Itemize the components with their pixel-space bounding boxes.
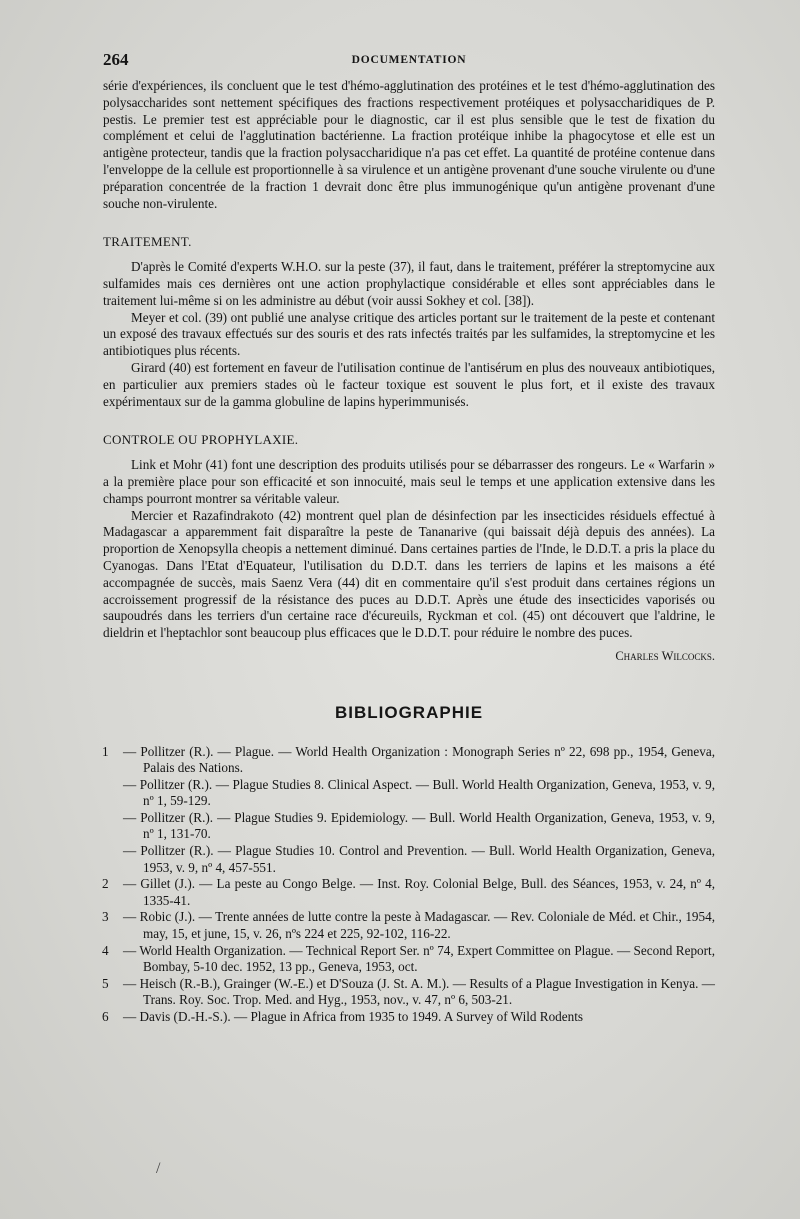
page-number: 264 [103,50,129,69]
author-signature: Charles Wilcocks. [615,648,715,663]
bibliography-entry-text: — Heisch (R.-B.), Grainger (W.-E.) et D'Souza (J. St. A. M.). — Results of a Plague Investigation in Kenya. — Trans. Roy. Soc. Trop. Med. and Hyg., 1953, nov., v. 47, nº 6, 503-21. [123,975,715,1008]
bibliography-entry-number: 3 [102,909,109,925]
traitement-paragraph-3: Girard (40) est fortement en faveur de l'utilisation continue de l'antisérum en plus des nouveaux antibiotiques, en particulier aux premiers stades où le facteur toxique est souvent le plus fort, et il existe des travaux expérimentaux sur de la gamma globuline de lapins hyperimmunisés. [103,359,715,409]
bibliography-entry [103,909,715,942]
page-header [103,50,715,72]
bibliography-entry-text: — Pollitzer (R.). — Plague Studies 8. Clinical Aspect. — Bull. World Health Organization, Geneva, 1953, v. 9, nº 1, 59-129. [123,776,715,809]
bibliography-list [103,744,715,1026]
bibliography-entry-text: — Gillet (J.). — La peste au Congo Belge. — Inst. Roy. Colonial Belge, Bull. des Séances, 1953, v. 24, nº 4, 1335-41. [123,876,715,908]
bibliography-entry [103,810,715,843]
bibliography-entry [103,1009,715,1026]
bibliography-entry-number: 5 [102,975,109,991]
bibliography-entry [103,876,715,909]
bibliography-entry-text: — Davis (D.-H.-S.). — Plague in Africa from 1935 to 1949. A Survey of Wild Rodents [123,1009,584,1024]
bibliography-entry [103,976,715,1009]
bibliography-entry-number: 2 [102,876,109,892]
bibliography-entry-number: 6 [102,1009,109,1024]
bibliography-entry [103,943,715,976]
bibliography-entry [103,777,715,810]
bibliography-entry-number: 1 [102,743,109,759]
bibliography-entry-text: — Robic (J.). — Trente années de lutte contre la peste à Madagascar. — Rev. Coloniale de Méd. et Chir., 1954, may, 15, et june, 15, v. 26, nºs 224 et 225, 92-102, 116-22. [123,909,715,942]
traitement-paragraph-1: D'après le Comité d'experts W.H.O. sur la peste (37), il faut, dans le traitement, préférer la streptomycine aux sulfamides mais ces dernières ont une action prophylactique considérable et elles sont appréciables dans le traitement lui-même si on les administre au début (voir aussi Sokhey et col. [38]). [103,259,715,308]
bibliography-entry-number: 4 [102,942,109,958]
running-head: DOCUMENTATION [351,54,467,66]
bibliography-title: BIBLIOGRAPHIE [334,702,484,722]
page-body [103,78,715,1026]
bibliography-entry-text: — Pollitzer (R.). — Plague. — World Health Organization : Monograph Series nº 22, 698 pp., 1954, Geneva, Palais des Nations. [123,743,715,776]
controle-paragraph-1: Link et Mohr (41) font une description des produits utilisés pour se débarrasser des rongeurs. Le « Warfarin » a la première place pour son efficacité et son innocuité, mais seul le temps et une application extensive dans les champs pourront montrer sa véritable valeur. [103,457,715,506]
bibliography-entry-text: — World Health Organization. — Technical Report Ser. nº 74, Expert Committee on Plague. — Second Report, Bombay, 5-10 dec. 1952, 13 pp., Geneva, 1953, oct. [123,942,715,975]
bibliography-entry [103,744,715,777]
traitement-paragraph-2: Meyer et col. (39) ont publié une analyse critique des articles portant sur le traitement de la peste et contenant un exposé des travaux effectués sur des souris et des rats infectés traités par les sulfamides, la streptomycine et les antibiotiques plus récents. [103,309,715,359]
controle-paragraph-2: Mercier et Razafindrakoto (42) montrent quel plan de désinfection par les insecticides résiduels effectué à Madagascar a apparemment fait disparaître la peste de Tananarive (qui baissait déjà depuis des années). La proportion de Xenopsylla cheopis a nettement diminué. Dans certaines parties de l'Inde, le D.D.T. a pris la place du Cyanogas. Dans l'Etat d'Equateur, l'utilisation du D.D.T. dans les terriers de lapins et les maisons a été accompagnée de succès, mais Saenz Vera (44) dit en commentaire qu'il s'est produit dans certaines régions un accroissement progressif de la résistance des puces au D.D.T. Après une étude des insecticides vaporisés ou saupoudrés dans les terriers d'un certaine race d'écureuils, Ryckman et col. (45) ont découvert que l'aldrine, le dieldrin et l'heptachlor sont beaucoup plus efficaces que le D.D.T. pour réduire le nombre des puces. [103,507,715,641]
section-heading-traitement: TRAITEMENT. [103,234,192,250]
stray-pencil-mark: / [156,1160,161,1177]
bibliography-entry-text: — Pollitzer (R.). — Plague Studies 10. Control and Prevention. — Bull. World Health Organization, Geneva, 1953, v. 9, nº 4, 457-551. [123,843,715,875]
section-heading-controle: CONTROLE OU PROPHYLAXIE. [103,432,299,448]
bibliography-entry-text: — Pollitzer (R.). — Plague Studies 9. Epidemiology. — Bull. World Health Organization, Geneva, 1953, v. 9, nº 1, 131-70. [123,809,715,842]
intro-paragraph: série d'expériences, ils concluent que le test d'hémo-agglutination des protéines et le test d'hémo-agglutination des polysaccharides sont nettement spécifiques des fractions respectivement protéiques et polysaccharidiques de P. pestis. Le premier test est appréciable pour le diagnostic, car il est plus sensible que le test de fixation du complément et celui de l'agglutination bactérienne. La fraction protéique inhibe la phagocytose et elle est un antigène protecteur, tandis que la fraction polysaccharidique n'a pas cet effet. La quantité de protéine contenue dans l'enveloppe de la cellule est proportionnelle à sa virulence et un antigène provenant d'une souche virulente ou d'une préparation concentrée de la fraction 1 devrait donc être plus immunogénique qu'un antigène provenant d'une souche non-virulente. [103,78,715,211]
bibliography-entry [103,843,715,876]
